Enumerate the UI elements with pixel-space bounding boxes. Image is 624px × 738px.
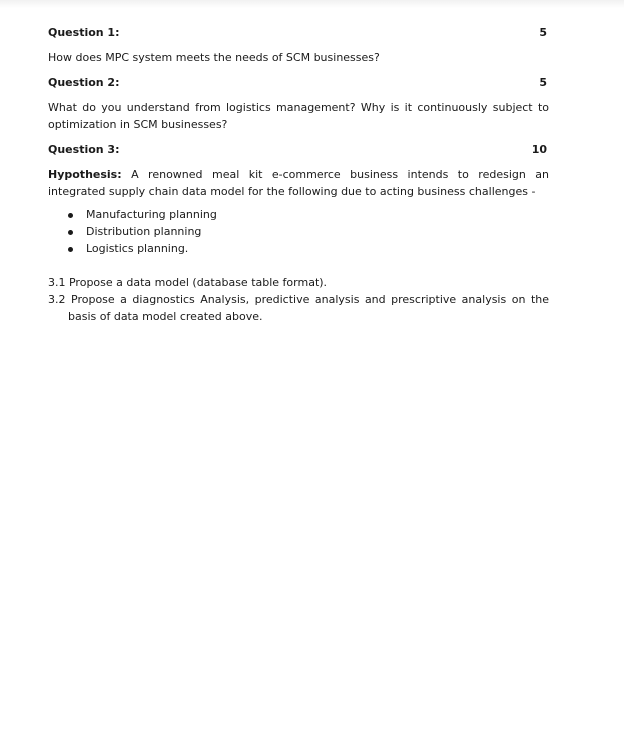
viewer-top-edge <box>0 0 624 8</box>
question-2-marks: 5 <box>539 76 547 89</box>
bullet-text: Manufacturing planning <box>86 208 217 221</box>
task-3-1: 3.1 Propose a data model (database table format). <box>48 276 328 289</box>
question-3-marks: 10 <box>531 143 547 156</box>
document-page <box>48 22 549 325</box>
bullet-item <box>66 223 549 240</box>
bullet-dot-icon <box>68 213 73 218</box>
bullet-item <box>66 240 549 257</box>
bullet-text: Logistics planning. <box>86 242 189 255</box>
question-1-header <box>48 24 549 41</box>
bullet-dot-icon <box>68 230 73 235</box>
question-2-text: What do you understand from logistics management? Why is it continuously subject to optimization in SCM businesses? <box>48 101 549 131</box>
question-2-header <box>48 74 549 91</box>
hypothesis-paragraph <box>48 166 549 200</box>
question-1-text: How does MPC system meets the needs of SCM businesses? <box>48 51 380 64</box>
bullet-item <box>66 206 549 223</box>
planning-bullet-list <box>48 206 549 257</box>
hypothesis-label: Hypothesis: <box>48 168 122 181</box>
bullet-text: Distribution planning <box>86 225 202 238</box>
bullet-dot-icon <box>68 247 73 252</box>
hypothesis-text: A renowned meal kit e-commerce business intends to redesign an integrated supply chain data model for the following due to acting business challenges - <box>48 168 549 198</box>
task-3-2: 3.2 Propose a diagnostics Analysis, predictive analysis and prescriptive analysis on the basis of data model created above. <box>48 293 549 323</box>
question-1-marks: 5 <box>539 26 547 39</box>
question-2-heading: Question 2: <box>48 76 120 89</box>
question-1-heading: Question 1: <box>48 26 120 39</box>
task-list <box>48 274 549 325</box>
question-3-heading: Question 3: <box>48 143 120 156</box>
question-3-header <box>48 141 549 158</box>
